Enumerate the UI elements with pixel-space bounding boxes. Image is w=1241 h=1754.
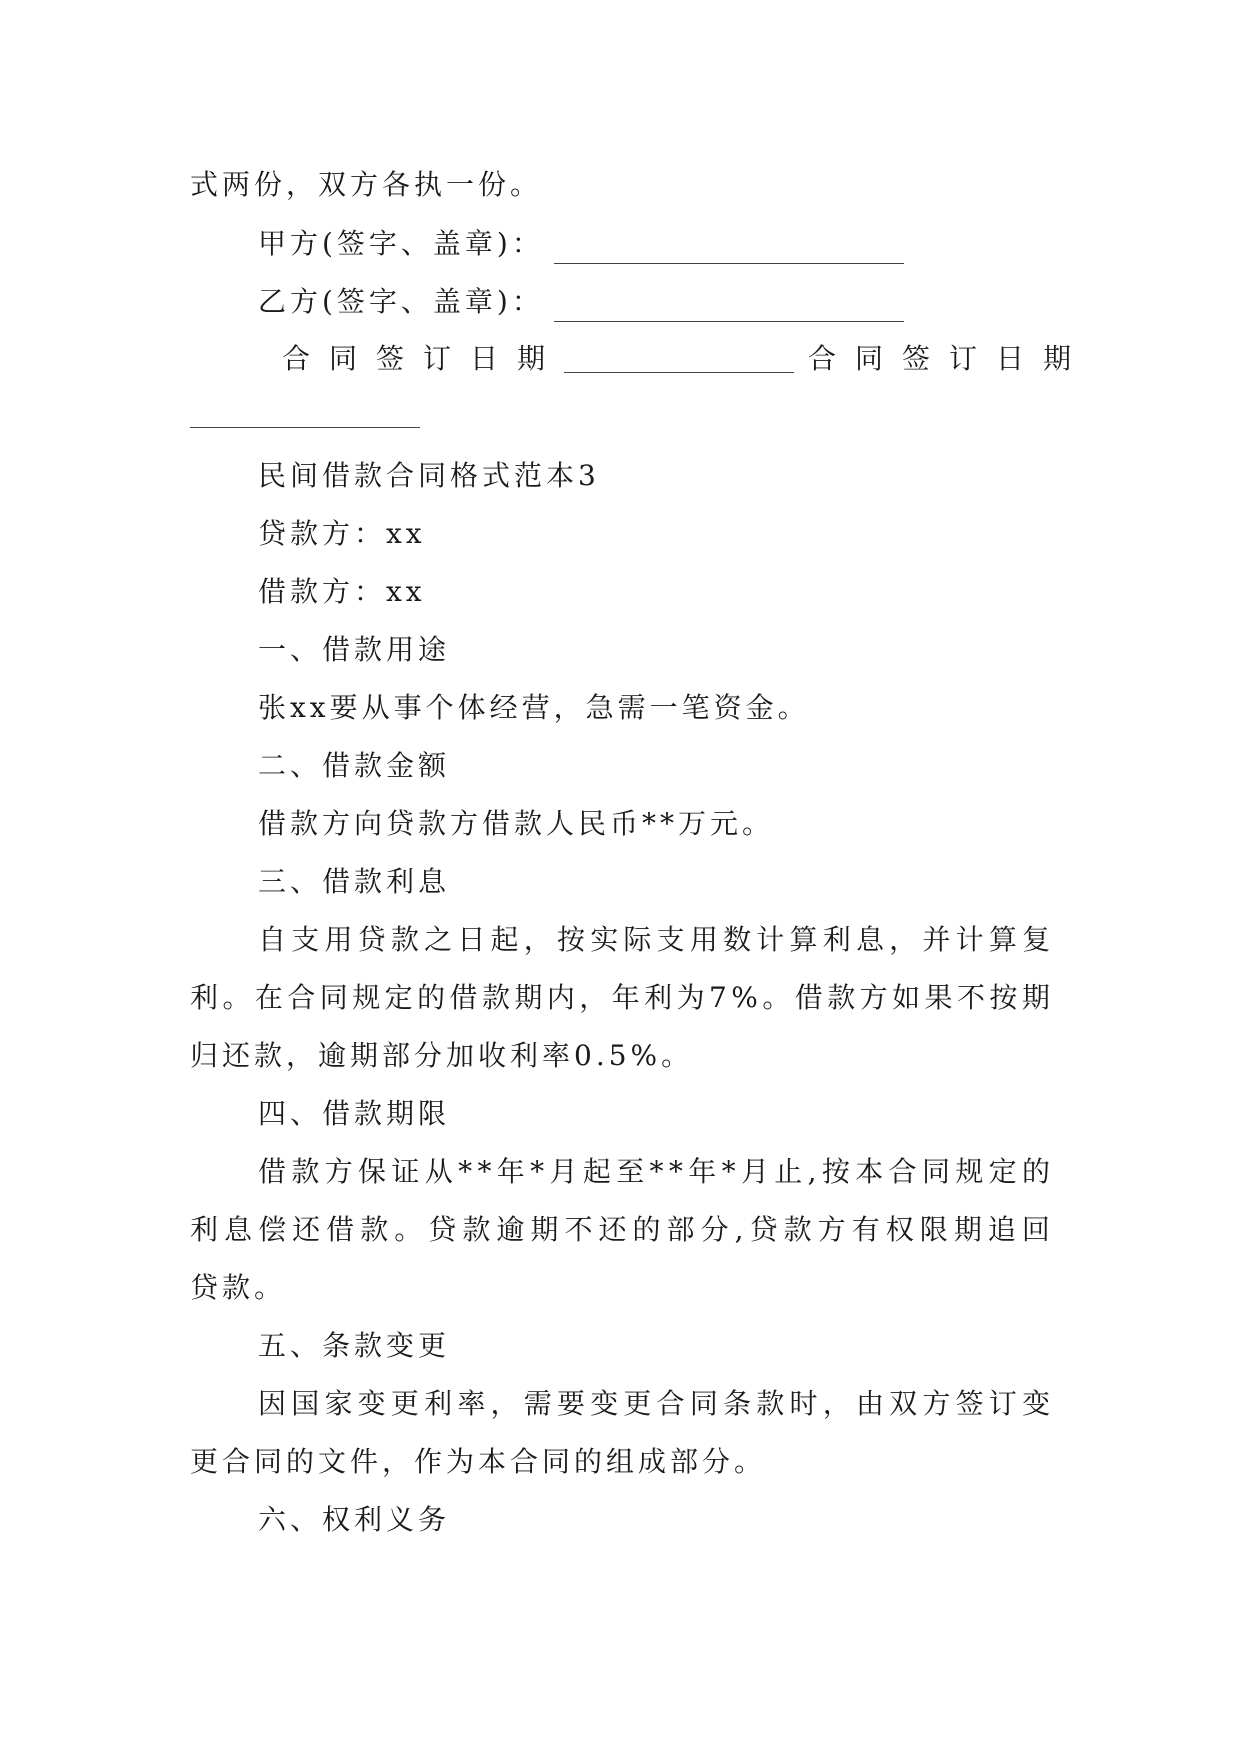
paragraph-line: 自支用贷款之日起，按实际支用数计算利息，并计算复 [258,923,1056,956]
signing-date-blank-2[interactable] [190,427,420,428]
paragraph-line: 因国家变更利率，需要变更合同条款时，由双方签订变 [258,1387,1056,1420]
clause-heading: 六、权利义务 [258,1503,451,1536]
signing-date-row [282,339,1091,379]
section-title: 民间借款合同格式范本3 [258,459,600,492]
borrower-line: 借款方：xx [258,575,426,608]
clause-heading: 二、借款金额 [258,749,451,782]
party-b-signature-row [258,282,1050,322]
party-b-signature-blank[interactable] [554,293,904,322]
signing-date-label-2: 合同签订日期 [808,342,1091,375]
signing-date-blank[interactable] [564,344,794,373]
text-line: 式两份，双方各执一份。 [190,168,543,201]
paragraph-line: 更合同的文件，作为本合同的组成部分。 [190,1445,767,1478]
clause-heading: 三、借款利息 [258,865,451,898]
party-a-signature-blank[interactable] [554,235,904,264]
signing-date-label: 合同签订日期 [282,342,565,375]
party-a-signature-row [258,224,1050,264]
party-a-label: 甲方(签字、盖章)： [258,227,544,260]
party-b-label: 乙方(签字、盖章)： [258,285,544,318]
paragraph-line: 借款方向贷款方借款人民币**万元。 [258,807,775,840]
paragraph-line: 张xx要从事个体经营，急需一笔资金。 [258,691,810,724]
clause-heading: 四、借款期限 [258,1097,451,1130]
paragraph-line: 贷款。 [190,1271,287,1304]
paragraph-line: 利。在合同规定的借款期内，年利为7%。借款方如果不按期 [190,981,1055,1014]
clause-heading: 一、借款用途 [258,633,451,666]
paragraph-line: 利息偿还借款。贷款逾期不还的部分,贷款方有权限期追回 [190,1213,1056,1246]
lender-line: 贷款方：xx [258,517,426,550]
clause-heading: 五、条款变更 [258,1329,451,1362]
paragraph-line: 借款方保证从**年*月起至**年*月止,按本合同规定的 [258,1155,1056,1188]
paragraph-line: 归还款，逾期部分加收利率0.5%。 [190,1039,694,1072]
